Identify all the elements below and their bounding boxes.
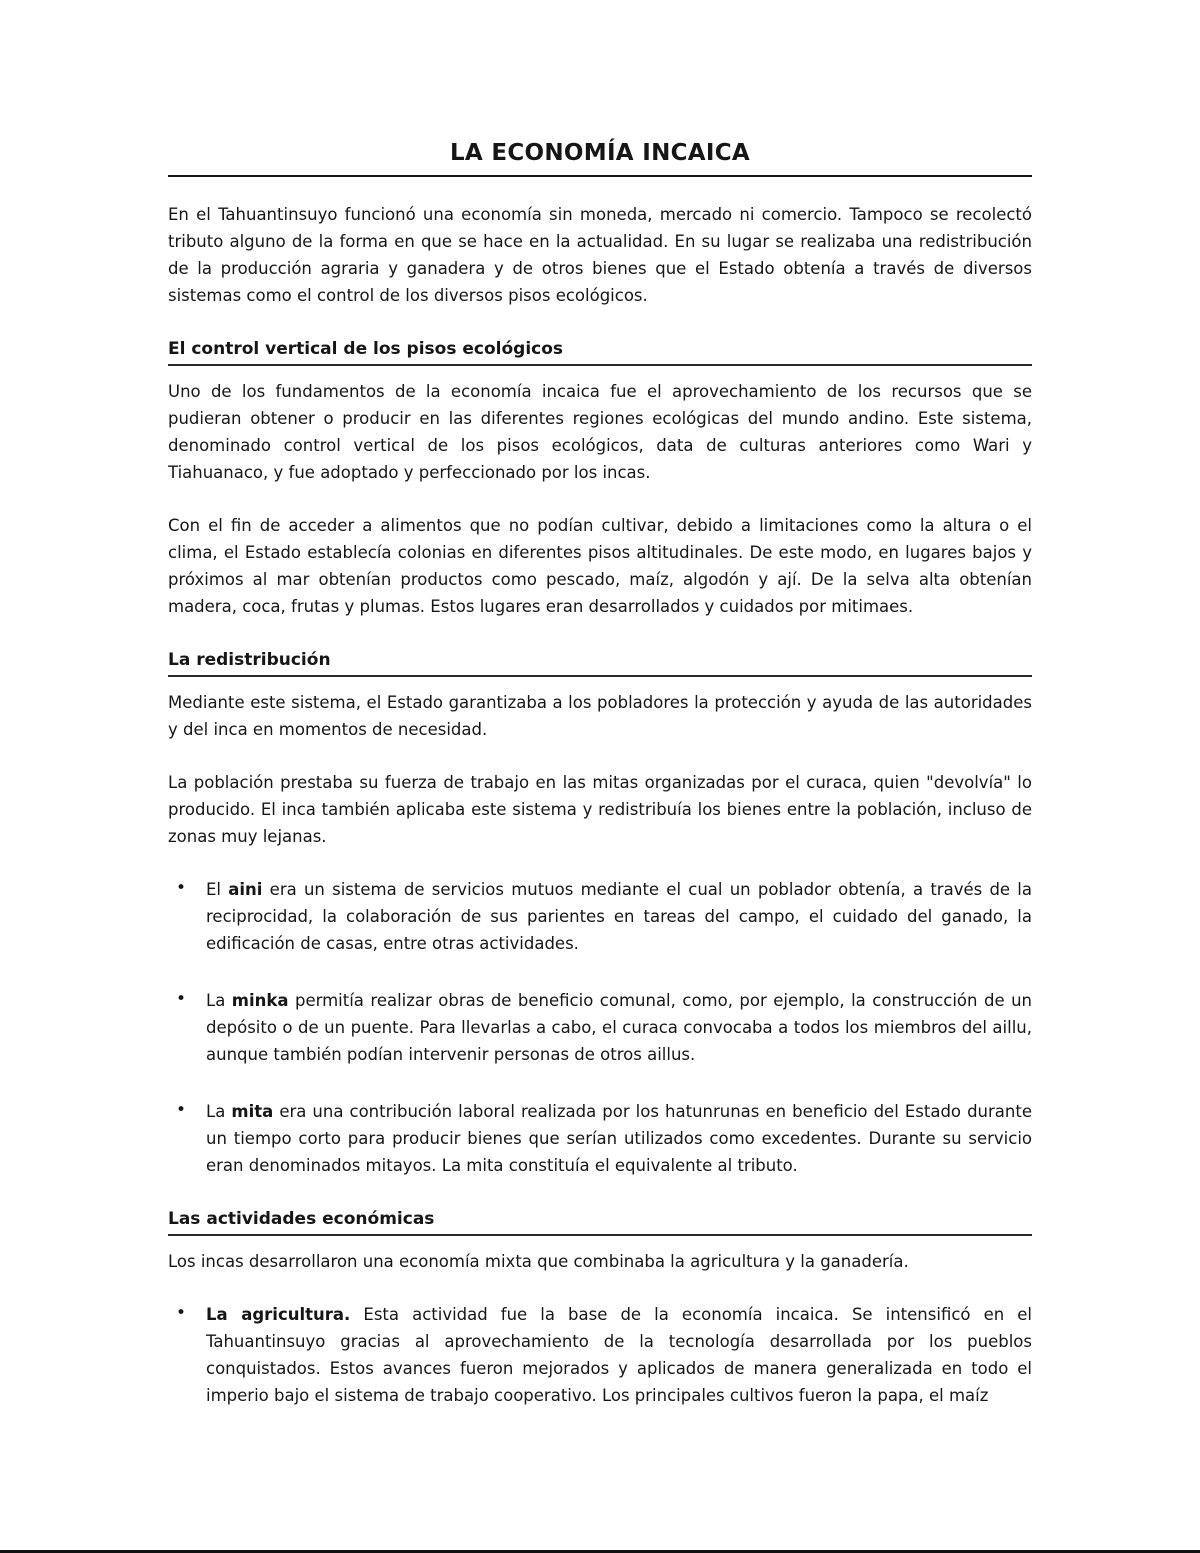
bullet-text-pre: El (206, 880, 229, 899)
redistribucion-bullet-list (168, 876, 1032, 1179)
document-title: LA ECONOMÍA INCAICA (168, 140, 1032, 177)
actividades-paragraph-1: Los incas desarrollaron una economía mixta que combinaba la agricultura y la ganadería. (168, 1252, 909, 1271)
bullet-aini (168, 876, 1032, 957)
bullet-term: minka (231, 991, 289, 1010)
section-heading-pisos-ecologicos: El control vertical de los pisos ecológicos (168, 339, 1032, 366)
bullet-agricultura (168, 1301, 1032, 1409)
section-heading-redistribucion: La redistribución (168, 650, 1032, 677)
bullet-term: aini (228, 880, 263, 899)
section-heading-actividades-economicas: Las actividades económicas (168, 1209, 1032, 1236)
actividades-bullet-list (168, 1301, 1032, 1409)
bullet-text-pre: La (206, 1102, 232, 1121)
bullet-minka (168, 987, 1032, 1068)
redistribucion-paragraph-1: Mediante este sistema, el Estado garantizaba a los pobladores la protección y ayuda de las autoridades y del inca en momentos de necesidad. (168, 693, 1032, 739)
bullet-mita (168, 1098, 1032, 1179)
bullet-text-pre: La (206, 991, 232, 1010)
intro-paragraph: En el Tahuantinsuyo funcionó una economía sin moneda, mercado ni comercio. Tampoco se recolectó tributo alguno de la forma en que se hace en la actualidad. En su lugar se realizaba una redistribución de la producción agraria y ganadera y de otros bienes que el Estado obtenía a través de diversos sistemas como el control de los diversos pisos ecológicos. (168, 205, 1032, 305)
bullet-text-post: permitía realizar obras de beneficio comunal, como, por ejemplo, la construcción de un depósito o de un puente. Para llevarlas a cabo, el curaca convocaba a todos los miembros del aillu, aunque también podían intervenir personas de otros aillus. (206, 991, 1032, 1064)
pisos-paragraph-1: Uno de los fundamentos de la economía incaica fue el aprovechamiento de los recursos que se pudieran obtener o producir en las diferentes regiones ecológicas del mundo andino. Este sistema, denominado control vertical de los pisos ecológicos, data de culturas anteriores como Wari y Tiahuanaco, y fue adoptado y perfeccionado por los incas. (168, 382, 1032, 482)
bullet-text-post: Esta actividad fue la base de la economía incaica. Se intensificó en el Tahuantinsuyo gracias al aprovechamiento de la tecnología desarrollada por los pueblos conquistados. Estos avances fueron mejorados y aplicados de manera generalizada en todo el imperio bajo el sistema de trabajo cooperativo. Los principales cultivos fueron la papa, el maíz (206, 1305, 1032, 1405)
redistribucion-paragraph-2: La población prestaba su fuerza de trabajo en las mitas organizadas por el curaca, quien "devolvía" lo producido. El inca también aplicaba este sistema y redistribuía los bienes entre la población, incluso de zonas muy lejanas. (168, 773, 1032, 846)
bullet-term: La agricultura. (206, 1305, 351, 1324)
bullet-term: mita (231, 1102, 274, 1121)
bullet-text-post: era un sistema de servicios mutuos mediante el cual un poblador obtenía, a través de la reciprocidad, la colaboración de sus parientes en tareas del campo, el cuidado del ganado, la edificación de casas, entre otras actividades. (206, 880, 1032, 953)
pisos-paragraph-2: Con el fin de acceder a alimentos que no podían cultivar, debido a limitaciones como la altura o el clima, el Estado establecía colonias en diferentes pisos altitudinales. De este modo, en lugares bajos y próximos al mar obtenían productos como pescado, maíz, algodón y ají. De la selva alta obtenían madera, coca, frutas y plumas. Estos lugares eran desarrollados y cuidados por mitimaes. (168, 516, 1032, 616)
bullet-text-post: era una contribución laboral realizada por los hatunrunas en beneficio del Estado durante un tiempo corto para producir bienes que serían utilizados como excedentes. Durante su servicio eran denominados mitayos. La mita constituía el equivalente al tributo. (206, 1102, 1032, 1175)
